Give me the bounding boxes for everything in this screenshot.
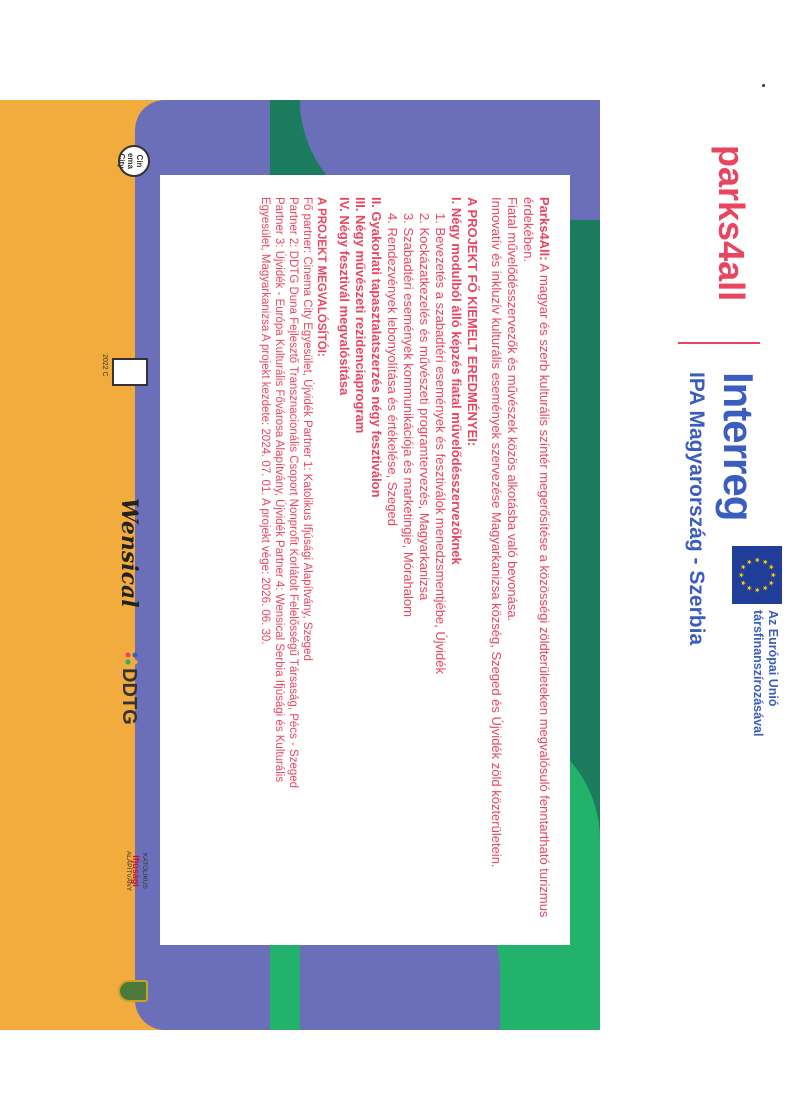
svg-text:★: ★	[737, 571, 745, 579]
document-icon	[112, 358, 148, 386]
katolikus-ifjusagi-logo: KATOLIKUS Ifjúsági ALAPÍTVÁNY	[125, 850, 148, 892]
result-sub-3: 3. Szabadtéri események kommunikációja és marketingje, Mórahalom	[401, 213, 416, 617]
svg-text:★: ★	[753, 586, 761, 594]
partner-logos-footer	[0, 100, 180, 1030]
results-heading: A PROJEKT FŐ KIEMELT EREDMÉNYEI:	[465, 197, 480, 447]
svg-text:★: ★	[761, 558, 769, 566]
partners-line-3: Partner 3: Újvidék - Európa Kulturális Fővárosa Alapítvány, Újvidék Partner 4: Wensical Serbia Ifjúsági és Kulturális	[273, 197, 285, 783]
interreg-logo: Interreg	[715, 372, 762, 521]
partners-heading: A PROJEKT MEGVALÓSÍTÓI:	[315, 197, 327, 357]
svg-text:★: ★	[767, 579, 775, 587]
svg-text:★: ★	[745, 558, 753, 566]
content-card	[160, 175, 570, 945]
partners-line-4: Egyesület, Magyarkanizsa A projekt kezdete: 2024. 07. 01. A projekt vége: 2026. 06. 30.	[259, 197, 271, 645]
parks4all-logo: parks4all	[711, 145, 752, 302]
result-item-3: III. Négy művészeti rezidenciaprogram	[353, 197, 368, 434]
cinema-city-logo: Cin ema City	[118, 145, 150, 177]
svg-text:★: ★	[769, 571, 777, 579]
result-item-1: I. Négy modulból álló képzés fiatal művelődésszervezőknek	[449, 197, 464, 565]
ddtg-logo: DDTG	[118, 668, 140, 725]
svg-text:★: ★	[739, 563, 747, 571]
document-icon-label: 2022 C	[101, 354, 108, 377]
svg-text:★: ★	[767, 563, 775, 571]
svg-text:★: ★	[739, 579, 747, 587]
ipa-programme-label: IPA Magyarország - Szerbia	[685, 372, 708, 646]
partners-line-2: Partner 2: DDTG Duna Fejlesztő Transznacionális Csoport Nonprofit Korlátolt Felelősségű Társaság, Pécs - Szeged	[287, 197, 299, 789]
municipal-crest-icon	[118, 980, 148, 1002]
ddtg-dots-icon	[124, 652, 138, 666]
logo-header	[600, 100, 800, 1030]
intro-paragraph: Parks4All: A magyar és szerb kulturális színtér megerősítése a közösségi zöldterületeken megvalósuló fenntartható turizmus érdekében.	[521, 197, 552, 918]
intro-line-3: Innovatív és inkluzív kulturális események szervezése Magyarkanizsa község, Szeged és Újvidék zöld közterületein.	[489, 197, 504, 868]
svg-text:★: ★	[761, 584, 769, 592]
logo-divider	[678, 342, 760, 344]
card-text	[258, 197, 552, 923]
result-item-4: IV. Négy fesztivál megvalósítása	[337, 197, 352, 396]
eu-cofinance-label: Az Európai Unió társfinanszírozásával	[751, 610, 780, 737]
result-sub-2: 2. Kockázatkezelés és művészeti programtervezés, Magyarkanizsa	[417, 213, 432, 601]
eu-flag-icon	[732, 546, 782, 604]
partners-line-1: Fő partner: Cinema City Egyesület, Újvidék Partner 1: Katolikus Ifjúsági Alapítvány, Szeged	[301, 197, 313, 661]
result-sub-1: 1. Bevezetés a szabadtéri események és fesztiválok menedzsmentjébe, Újvidék	[433, 213, 448, 675]
svg-text:★: ★	[753, 556, 761, 564]
result-sub-4: 4. Rendezvények lebonyolítása és értékelése, Szeged	[385, 213, 400, 526]
result-item-2: II. Gyakorlati tapasztalatszerzés négy fesztiválon	[369, 197, 384, 498]
svg-text:★: ★	[745, 584, 753, 592]
wensical-logo: Wensical	[116, 498, 142, 608]
intro-line-2: Fiatal művelődésszervezők és művészek közös alkotásba való bevonása.	[505, 197, 520, 622]
